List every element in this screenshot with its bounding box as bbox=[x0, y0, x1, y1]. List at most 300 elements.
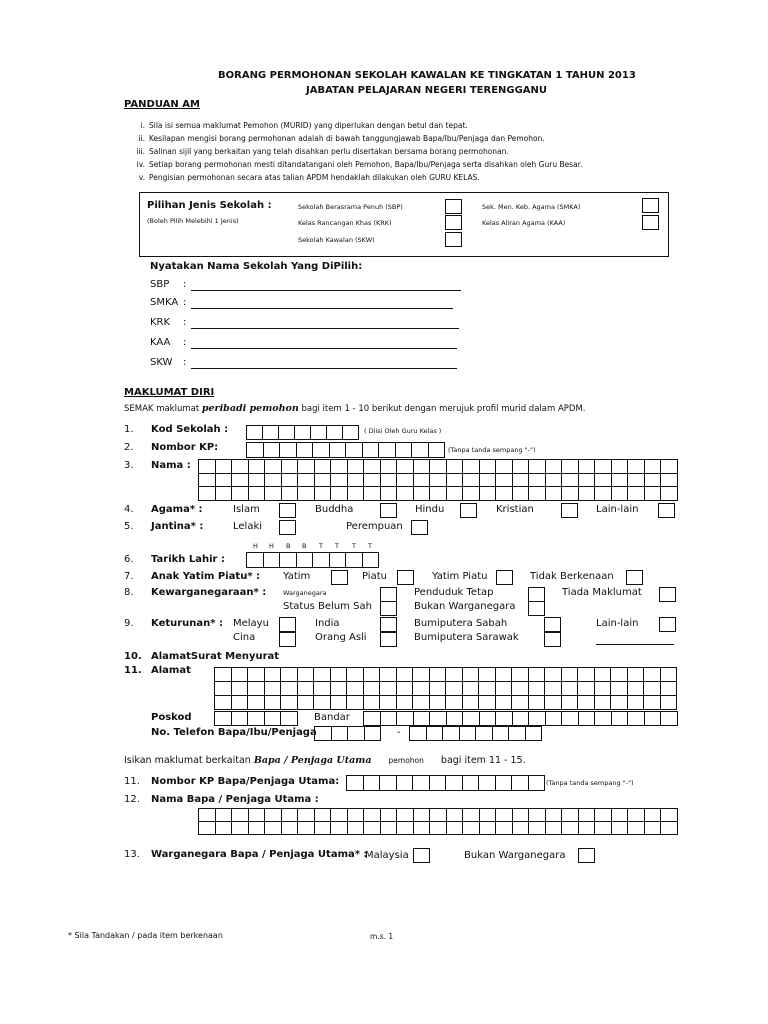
grid-cell[interactable] bbox=[298, 809, 315, 822]
bukan-warganegara-label: Bukan Warganegara bbox=[414, 601, 516, 612]
form-subtitle: JABATAN PELAJARAN NEGERI TERENGGANU bbox=[306, 85, 548, 96]
grid-cell[interactable] bbox=[315, 460, 332, 474]
checkbox-orang-asli[interactable] bbox=[380, 632, 397, 647]
grid-cell[interactable] bbox=[298, 696, 315, 710]
grid-cell[interactable] bbox=[232, 809, 249, 822]
checkbox-bukan-warganegara[interactable] bbox=[528, 601, 545, 616]
panduan-num: iv. bbox=[136, 160, 145, 169]
grid-cell[interactable] bbox=[249, 487, 266, 501]
grid-cell[interactable] bbox=[331, 809, 348, 822]
grid-cell[interactable] bbox=[215, 668, 232, 682]
grid-cell[interactable] bbox=[265, 668, 282, 682]
grid-cell[interactable] bbox=[348, 822, 365, 835]
grid-cell[interactable] bbox=[611, 682, 628, 696]
grid-cell[interactable] bbox=[513, 809, 530, 822]
grid-cell[interactable] bbox=[364, 682, 381, 696]
grid-cell[interactable] bbox=[331, 487, 348, 501]
grid-cell[interactable] bbox=[513, 487, 530, 501]
grid-cell[interactable] bbox=[430, 487, 447, 501]
grid-cell[interactable] bbox=[645, 474, 662, 488]
grid-cell[interactable] bbox=[578, 696, 595, 710]
checkbox-kristian[interactable] bbox=[561, 503, 578, 518]
grid-cell[interactable] bbox=[347, 682, 364, 696]
grid-cell[interactable] bbox=[282, 460, 299, 474]
checkbox-warganegara[interactable] bbox=[380, 587, 397, 602]
grid-cell[interactable] bbox=[413, 668, 430, 682]
tarikh-label: Tarikh Lahir : bbox=[151, 554, 225, 565]
grid-cell[interactable] bbox=[446, 668, 463, 682]
grid-cell[interactable] bbox=[644, 682, 661, 696]
grid-cell[interactable] bbox=[281, 696, 298, 710]
grid-cell[interactable] bbox=[611, 668, 628, 682]
checkbox-melayu[interactable] bbox=[279, 617, 296, 632]
grid-cell[interactable] bbox=[314, 696, 331, 710]
checkbox-smka[interactable] bbox=[642, 198, 659, 213]
school-name-line-smka[interactable] bbox=[191, 308, 453, 309]
grid-cell[interactable] bbox=[347, 668, 364, 682]
grid-cell[interactable] bbox=[529, 809, 546, 822]
grid-cell[interactable] bbox=[364, 696, 381, 710]
school-name-line-kaa[interactable] bbox=[191, 348, 457, 349]
checkbox-belum-sah[interactable] bbox=[380, 601, 397, 616]
grid-cell[interactable] bbox=[628, 487, 645, 501]
grid-cell[interactable] bbox=[645, 809, 662, 822]
grid-cell[interactable] bbox=[298, 668, 315, 682]
grid-cell[interactable] bbox=[331, 474, 348, 488]
grid-cell[interactable] bbox=[463, 460, 480, 474]
grid-cell[interactable] bbox=[645, 460, 662, 474]
option-label-krk: Kelas Rancangan Khas (KRK) bbox=[298, 219, 392, 227]
grid-cell[interactable] bbox=[397, 809, 414, 822]
grid-cell[interactable] bbox=[496, 460, 513, 474]
grid-cell[interactable] bbox=[628, 668, 645, 682]
grid-cell[interactable] bbox=[430, 474, 447, 488]
item-num: 8. bbox=[124, 587, 134, 598]
checkbox-keturunan-lain[interactable] bbox=[659, 617, 676, 632]
grid-cell[interactable] bbox=[463, 696, 480, 710]
grid-cell[interactable] bbox=[265, 487, 282, 501]
grid-cell[interactable] bbox=[595, 682, 612, 696]
grid-cell[interactable] bbox=[265, 822, 282, 835]
grid-cell[interactable] bbox=[364, 822, 381, 835]
grid-cell[interactable] bbox=[232, 696, 249, 710]
agama-islam-label: Islam bbox=[233, 504, 260, 515]
grid-cell[interactable] bbox=[347, 696, 364, 710]
grid-cell[interactable] bbox=[513, 822, 530, 835]
grid-cell[interactable] bbox=[463, 668, 480, 682]
grid-cell[interactable] bbox=[562, 809, 579, 822]
grid-cell[interactable] bbox=[282, 822, 299, 835]
grid-cell[interactable] bbox=[463, 822, 480, 835]
grid-cell[interactable] bbox=[447, 474, 464, 488]
grid-cell[interactable] bbox=[381, 460, 398, 474]
grid-cell[interactable] bbox=[298, 822, 315, 835]
grid-cell[interactable] bbox=[315, 487, 332, 501]
checkbox-tidak-berkenaan[interactable] bbox=[626, 570, 643, 585]
grid-cell[interactable] bbox=[529, 474, 546, 488]
grid-cell[interactable] bbox=[529, 487, 546, 501]
grid-cell[interactable] bbox=[397, 822, 414, 835]
grid-cell[interactable] bbox=[380, 696, 397, 710]
grid-cell[interactable] bbox=[578, 682, 595, 696]
grid-cell[interactable] bbox=[215, 682, 232, 696]
melayu-label: Melayu bbox=[233, 618, 269, 629]
grid-cell[interactable] bbox=[562, 822, 579, 835]
grid-cell[interactable] bbox=[512, 668, 529, 682]
grid-cell[interactable] bbox=[628, 460, 645, 474]
grid-cell[interactable] bbox=[232, 487, 249, 501]
grid-cell[interactable] bbox=[661, 696, 678, 710]
grid-cell[interactable] bbox=[446, 696, 463, 710]
grid-cell[interactable] bbox=[496, 696, 513, 710]
grid-cell[interactable] bbox=[512, 682, 529, 696]
grid-cell[interactable] bbox=[529, 696, 546, 710]
keturunan-lain-line[interactable] bbox=[596, 644, 674, 645]
grid-cell[interactable] bbox=[611, 696, 628, 710]
grid-cell[interactable] bbox=[595, 460, 612, 474]
grid-cell[interactable] bbox=[199, 809, 216, 822]
checkbox-penduduk-tetap[interactable] bbox=[528, 587, 545, 602]
grid-cell[interactable] bbox=[496, 809, 513, 822]
grid-cell[interactable] bbox=[513, 474, 530, 488]
checkbox-kaa[interactable] bbox=[642, 215, 659, 230]
grid-cell[interactable] bbox=[595, 668, 612, 682]
grid-cell[interactable] bbox=[545, 682, 562, 696]
grid-cell[interactable] bbox=[479, 668, 496, 682]
grid-cell[interactable] bbox=[447, 822, 464, 835]
grid-cell[interactable] bbox=[628, 474, 645, 488]
grid-cell[interactable] bbox=[298, 682, 315, 696]
penjaga-nama-grid[interactable] bbox=[198, 808, 678, 835]
grid-cell[interactable] bbox=[414, 474, 431, 488]
grid-cell[interactable] bbox=[612, 487, 629, 501]
grid-cell[interactable] bbox=[496, 682, 513, 696]
grid-cell[interactable] bbox=[446, 682, 463, 696]
grid-cell[interactable] bbox=[265, 460, 282, 474]
grid-cell[interactable] bbox=[314, 668, 331, 682]
grid-cell[interactable] bbox=[216, 460, 233, 474]
grid-cell[interactable] bbox=[380, 668, 397, 682]
grid-cell[interactable] bbox=[496, 474, 513, 488]
grid-cell[interactable] bbox=[414, 822, 431, 835]
grid-cell[interactable] bbox=[265, 682, 282, 696]
panduan-num: v. bbox=[138, 173, 145, 182]
maklumat-heading: MAKLUMAT DIRI bbox=[124, 387, 215, 398]
grid-cell[interactable] bbox=[579, 809, 596, 822]
grid-cell[interactable] bbox=[397, 696, 414, 710]
grid-cell[interactable] bbox=[381, 809, 398, 822]
grid-cell[interactable] bbox=[430, 460, 447, 474]
bandar-label: Bandar bbox=[314, 712, 350, 723]
grid-cell[interactable] bbox=[463, 682, 480, 696]
telefon-kod-grid[interactable] bbox=[314, 726, 381, 741]
grid-cell[interactable] bbox=[216, 809, 233, 822]
grid-cell[interactable] bbox=[562, 474, 579, 488]
grid-cell[interactable] bbox=[661, 668, 678, 682]
grid-cell[interactable] bbox=[546, 487, 563, 501]
option-label-kaa: Kelas Aliran Agama (KAA) bbox=[482, 219, 566, 227]
grid-cell[interactable] bbox=[215, 696, 232, 710]
grid-cell[interactable] bbox=[430, 696, 447, 710]
grid-cell[interactable] bbox=[562, 696, 579, 710]
grid-cell[interactable] bbox=[661, 682, 678, 696]
panduan-item: Sila isi semua maklumat Pemohon (MURID) yang diperlukan dengan betul dan tepat. bbox=[149, 121, 468, 130]
grid-cell[interactable] bbox=[546, 822, 563, 835]
grid-cell[interactable] bbox=[480, 822, 497, 835]
checkbox-islam[interactable] bbox=[279, 503, 296, 518]
school-name-line-sbp[interactable] bbox=[191, 290, 461, 291]
grid-cell[interactable] bbox=[496, 822, 513, 835]
grid-cell[interactable] bbox=[562, 460, 579, 474]
checkbox-cina[interactable] bbox=[279, 632, 296, 647]
form-title: BORANG PERMOHONAN SEKOLAH KAWALAN KE TINGKATAN 1 TAHUN 2013 bbox=[218, 70, 636, 81]
grid-cell[interactable] bbox=[381, 822, 398, 835]
school-type-note: (Boleh Pilih Melebihi 1 Jenis) bbox=[147, 217, 239, 225]
grid-cell[interactable] bbox=[413, 696, 430, 710]
grid-cell[interactable] bbox=[282, 487, 299, 501]
grid-cell[interactable] bbox=[447, 487, 464, 501]
grid-cell[interactable] bbox=[331, 822, 348, 835]
grid-cell[interactable] bbox=[298, 460, 315, 474]
grid-cell[interactable] bbox=[232, 460, 249, 474]
grid-cell[interactable] bbox=[364, 668, 381, 682]
school-name-line-krk[interactable] bbox=[191, 328, 459, 329]
checkbox-lain[interactable] bbox=[658, 503, 675, 518]
checkbox-lelaki[interactable] bbox=[279, 520, 296, 535]
grid-cell[interactable] bbox=[479, 682, 496, 696]
grid-cell[interactable] bbox=[480, 809, 497, 822]
grid-cell[interactable] bbox=[331, 668, 348, 682]
grid-cell[interactable] bbox=[628, 822, 645, 835]
grid-cell[interactable] bbox=[381, 487, 398, 501]
grid-cell[interactable] bbox=[199, 474, 216, 488]
grid-cell[interactable] bbox=[529, 682, 546, 696]
grid-cell[interactable] bbox=[595, 474, 612, 488]
poskod-grid[interactable] bbox=[214, 711, 298, 726]
grid-cell[interactable] bbox=[480, 460, 497, 474]
grid-cell[interactable] bbox=[661, 460, 678, 474]
grid-cell[interactable] bbox=[463, 809, 480, 822]
grid-cell[interactable] bbox=[199, 822, 216, 835]
grid-cell[interactable] bbox=[248, 668, 265, 682]
grid-cell[interactable] bbox=[661, 809, 678, 822]
grid-cell[interactable] bbox=[314, 682, 331, 696]
panduan-item: Setiap borang permohonan mesti ditandatangani oleh Pemohon, Bapa/Ibu/Penjaga serta disahkan oleh Guru Besar. bbox=[149, 160, 583, 169]
grid-cell[interactable] bbox=[545, 668, 562, 682]
grid-cell[interactable] bbox=[612, 460, 629, 474]
tarikh-grid[interactable] bbox=[246, 552, 379, 568]
nama-grid[interactable] bbox=[198, 459, 678, 501]
grid-cell[interactable] bbox=[579, 460, 596, 474]
grid-cell[interactable] bbox=[578, 668, 595, 682]
kp-grid[interactable] bbox=[246, 442, 445, 458]
grid-cell[interactable] bbox=[529, 668, 546, 682]
option-label-sbp: Sekolah Berasrama Penuh (SBP) bbox=[298, 203, 403, 211]
malaysia-label: Malaysia bbox=[365, 850, 409, 861]
grid-cell[interactable] bbox=[248, 682, 265, 696]
checkbox-tiada-maklumat[interactable] bbox=[659, 587, 676, 602]
grid-cell[interactable] bbox=[282, 474, 299, 488]
grid-cell[interactable] bbox=[232, 668, 249, 682]
grid-cell[interactable] bbox=[529, 822, 546, 835]
grid-cell[interactable] bbox=[282, 809, 299, 822]
grid-cell[interactable] bbox=[579, 474, 596, 488]
grid-cell[interactable] bbox=[463, 487, 480, 501]
grid-cell[interactable] bbox=[430, 822, 447, 835]
grid-cell[interactable] bbox=[612, 474, 629, 488]
checkbox-sbp[interactable] bbox=[445, 199, 462, 214]
grid-cell[interactable] bbox=[298, 474, 315, 488]
grid-cell[interactable] bbox=[463, 474, 480, 488]
grid-cell[interactable] bbox=[430, 682, 447, 696]
grid-cell[interactable] bbox=[546, 809, 563, 822]
grid-cell[interactable] bbox=[661, 487, 678, 501]
grid-cell[interactable] bbox=[628, 682, 645, 696]
checkbox-yatim-piatu[interactable] bbox=[496, 570, 513, 585]
grid-cell[interactable] bbox=[281, 668, 298, 682]
school-code: KRK bbox=[150, 317, 171, 328]
grid-cell[interactable] bbox=[249, 460, 266, 474]
grid-cell[interactable] bbox=[364, 809, 381, 822]
penjaga-kp-grid[interactable] bbox=[346, 775, 545, 791]
grid-cell[interactable] bbox=[216, 822, 233, 835]
grid-cell[interactable] bbox=[315, 822, 332, 835]
grid-cell[interactable] bbox=[199, 460, 216, 474]
grid-cell[interactable] bbox=[430, 668, 447, 682]
checkbox-krk[interactable] bbox=[445, 215, 462, 230]
grid-cell[interactable] bbox=[281, 682, 298, 696]
grid-cell[interactable] bbox=[348, 809, 365, 822]
checkbox-buddha[interactable] bbox=[380, 503, 397, 518]
grid-cell[interactable] bbox=[480, 474, 497, 488]
grid-cell[interactable] bbox=[562, 487, 579, 501]
grid-cell[interactable] bbox=[232, 474, 249, 488]
grid-cell[interactable] bbox=[331, 460, 348, 474]
grid-cell[interactable] bbox=[414, 487, 431, 501]
telefon-nombor-grid[interactable] bbox=[409, 726, 542, 741]
grid-cell[interactable] bbox=[562, 682, 579, 696]
grid-cell[interactable] bbox=[397, 668, 414, 682]
grid-cell[interactable] bbox=[199, 487, 216, 501]
grid-cell[interactable] bbox=[298, 487, 315, 501]
grid-cell[interactable] bbox=[348, 474, 365, 488]
alamat-grid[interactable] bbox=[214, 667, 677, 710]
grid-cell[interactable] bbox=[612, 822, 629, 835]
grid-cell[interactable] bbox=[480, 487, 497, 501]
grid-cell[interactable] bbox=[612, 809, 629, 822]
grid-cell[interactable] bbox=[628, 696, 645, 710]
grid-cell[interactable] bbox=[447, 460, 464, 474]
grid-cell[interactable] bbox=[364, 460, 381, 474]
grid-cell[interactable] bbox=[216, 474, 233, 488]
grid-cell[interactable] bbox=[546, 474, 563, 488]
grid-cell[interactable] bbox=[232, 822, 249, 835]
grid-cell[interactable] bbox=[579, 487, 596, 501]
grid-cell[interactable] bbox=[595, 809, 612, 822]
grid-cell[interactable] bbox=[645, 487, 662, 501]
grid-cell[interactable] bbox=[479, 696, 496, 710]
grid-cell[interactable] bbox=[645, 822, 662, 835]
grid-cell[interactable] bbox=[661, 822, 678, 835]
grid-cell[interactable] bbox=[595, 487, 612, 501]
checkbox-skw[interactable] bbox=[445, 232, 462, 247]
grid-cell[interactable] bbox=[546, 460, 563, 474]
grid-cell[interactable] bbox=[265, 809, 282, 822]
grid-cell[interactable] bbox=[249, 822, 266, 835]
grid-cell[interactable] bbox=[644, 696, 661, 710]
grid-cell[interactable] bbox=[348, 460, 365, 474]
grid-cell[interactable] bbox=[397, 682, 414, 696]
grid-cell[interactable] bbox=[315, 474, 332, 488]
grid-cell[interactable] bbox=[249, 474, 266, 488]
grid-cell[interactable] bbox=[380, 682, 397, 696]
yatim-label: Anak Yatim Piatu* : bbox=[151, 571, 261, 582]
checkbox-penjaga-bukan-warga[interactable] bbox=[578, 848, 595, 863]
grid-cell[interactable] bbox=[397, 460, 414, 474]
checkbox-hindu[interactable] bbox=[460, 503, 477, 518]
grid-cell[interactable] bbox=[232, 682, 249, 696]
grid-cell[interactable] bbox=[562, 668, 579, 682]
grid-cell[interactable] bbox=[249, 809, 266, 822]
grid-cell[interactable] bbox=[397, 487, 414, 501]
grid-cell[interactable] bbox=[397, 474, 414, 488]
grid-cell[interactable] bbox=[348, 487, 365, 501]
grid-cell[interactable] bbox=[661, 474, 678, 488]
grid-cell[interactable] bbox=[265, 474, 282, 488]
grid-cell[interactable] bbox=[331, 696, 348, 710]
grid-cell[interactable] bbox=[595, 822, 612, 835]
checkbox-bumiputera-sarawak[interactable] bbox=[544, 632, 561, 647]
checkbox-bumiputera-sabah[interactable] bbox=[544, 617, 561, 632]
grid-cell[interactable] bbox=[216, 487, 233, 501]
grid-cell[interactable] bbox=[496, 487, 513, 501]
grid-cell[interactable] bbox=[529, 460, 546, 474]
checkbox-india[interactable] bbox=[380, 617, 397, 632]
kod-sekolah-grid[interactable] bbox=[246, 425, 359, 440]
grid-cell[interactable] bbox=[644, 668, 661, 682]
grid-cell[interactable] bbox=[331, 682, 348, 696]
date-letter: T bbox=[368, 542, 372, 550]
checkbox-yatim[interactable] bbox=[331, 570, 348, 585]
grid-cell[interactable] bbox=[414, 460, 431, 474]
grid-cell[interactable] bbox=[381, 474, 398, 488]
grid-cell[interactable] bbox=[628, 809, 645, 822]
grid-cell[interactable] bbox=[513, 460, 530, 474]
item-num: 6. bbox=[124, 554, 134, 565]
grid-cell[interactable] bbox=[265, 696, 282, 710]
grid-cell[interactable] bbox=[496, 668, 513, 682]
grid-cell[interactable] bbox=[447, 809, 464, 822]
grid-cell[interactable] bbox=[248, 696, 265, 710]
school-name-line-skw[interactable] bbox=[191, 368, 457, 369]
checkbox-malaysia[interactable] bbox=[413, 848, 430, 863]
grid-cell[interactable] bbox=[414, 809, 431, 822]
grid-cell[interactable] bbox=[545, 696, 562, 710]
grid-cell[interactable] bbox=[595, 696, 612, 710]
grid-cell[interactable] bbox=[579, 822, 596, 835]
bandar-grid[interactable] bbox=[363, 711, 678, 726]
grid-cell[interactable] bbox=[512, 696, 529, 710]
checkbox-perempuan[interactable] bbox=[411, 520, 428, 535]
grid-cell[interactable] bbox=[364, 487, 381, 501]
grid-cell[interactable] bbox=[430, 809, 447, 822]
panduan-num: i. bbox=[140, 121, 145, 130]
telefon-label: No. Telefon Bapa/Ibu/Penjaga bbox=[151, 727, 317, 738]
grid-cell[interactable] bbox=[315, 809, 332, 822]
grid-cell[interactable] bbox=[364, 474, 381, 488]
checkbox-piatu[interactable] bbox=[397, 570, 414, 585]
grid-cell[interactable] bbox=[413, 682, 430, 696]
